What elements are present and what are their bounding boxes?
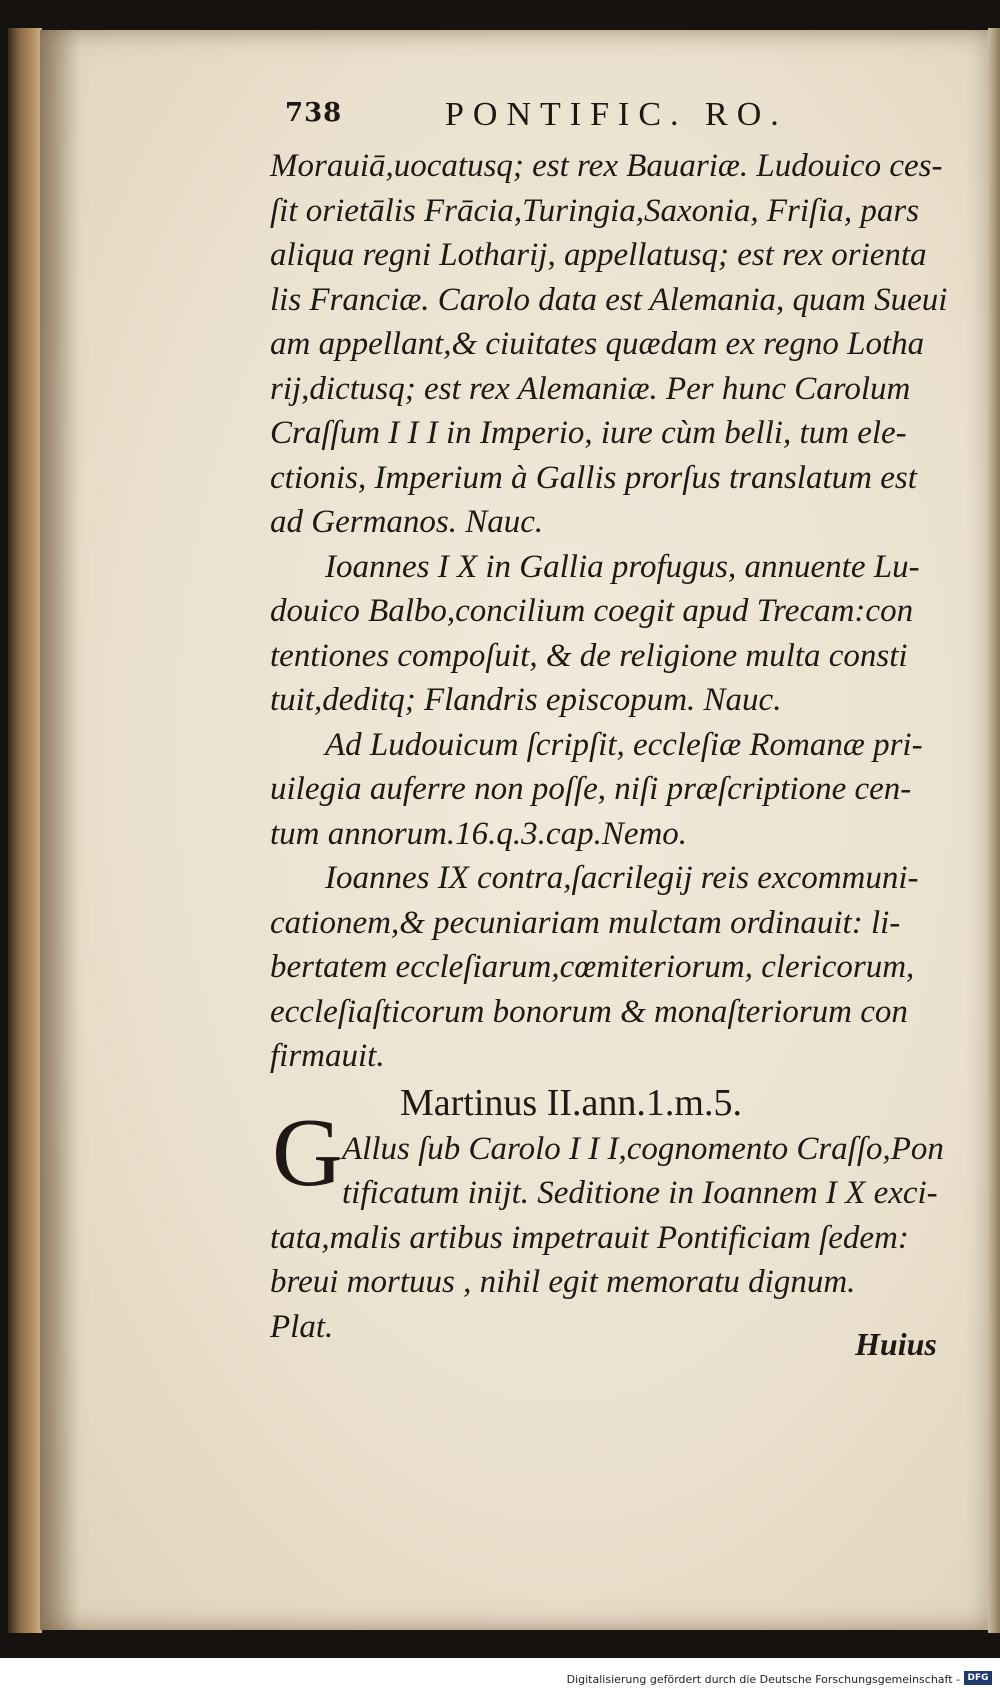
paragraph-gallus: [270, 1127, 950, 1350]
gutter-shadow: [40, 30, 80, 1630]
section-heading: Martinus II.ann.1.m.5.: [400, 1081, 742, 1124]
text-line: tata,malis artibus impetrauit Pontificiam ſedem:: [270, 1219, 909, 1256]
text-line: firmauit.: [270, 1038, 385, 1074]
page-fore-edge: [988, 28, 1000, 1633]
text-line: rij,dictusq; est rex Alemaniæ. Per hunc Carolum: [270, 370, 911, 407]
text-line: tum annorum.16.q.3.cap.Nemo.: [270, 815, 688, 852]
drop-cap: G: [272, 1099, 343, 1207]
text-line: bertatem eccleſiarum,cœmiteriorum, clericorum,: [270, 949, 915, 985]
text-line: Craſſum I I I in Imperio, iure cùm belli, tum ele-: [270, 415, 907, 451]
text-line: tificatum inijt. Seditione in Ioannem I X exci-: [342, 1175, 938, 1211]
text-line: Ioannes IX contra,ſacrilegij reis excommuni-: [325, 860, 919, 896]
text-line: ad Germanos. Nauc.: [270, 504, 544, 540]
text-line: Ioannes I X in Gallia profugus, annuente Lu-: [325, 548, 920, 585]
text-line: ſit orietālis Frācia,Turingia,Saxonia, Friſia, pars: [270, 192, 920, 229]
paragraph-ioannes-gallia: [270, 545, 950, 723]
paragraph-ad-ludouicum: [270, 723, 950, 857]
text-line: Allus ſub Carolo I I I,cognomento Craſſo,Pon: [342, 1130, 944, 1167]
text-line: tentiones compoſuit, & de religione multa consti: [270, 637, 908, 674]
text-line: ctionis, Imperium à Gallis prorſus translatum est: [270, 459, 917, 496]
text-line: eccleſiaſticorum bonorum & monaſteriorum con: [270, 993, 908, 1030]
text-line: cationem,& pecuniariam mulctam ordinauit: li-: [270, 904, 901, 941]
book-spine-edge: [8, 28, 42, 1633]
page-number: 738: [285, 98, 343, 128]
dfg-logo: DFG: [964, 1671, 992, 1685]
text-line: tuit,deditq; Flandris episcopum. Nauc.: [270, 682, 782, 718]
text-line: am appellant,& ciuitates quædam ex regno Lotha: [270, 326, 925, 362]
page-header: [285, 96, 935, 142]
running-title: PONTIFIC. RO.: [445, 96, 788, 133]
catchword: Huius: [855, 1326, 937, 1362]
text-line: Ad Ludouicum ſcripſit, eccleſiæ Romanæ pri-: [325, 726, 923, 763]
text-line: breui mortuus , nihil egit memoratu dignum.: [270, 1264, 856, 1300]
paragraph-ioannes-contra: [270, 856, 950, 1079]
text-line: Plat.: [270, 1308, 334, 1345]
text-line: uilegia auferre non poſſe, niſi præſcriptione cen-: [270, 771, 912, 807]
text-line: lis Franciæ. Carolo data est Alemania, quam Sueui: [270, 281, 948, 318]
paragraph-ludouico: [270, 144, 950, 545]
body-text: [270, 144, 950, 1349]
text-line: douico Balbo,concilium coegit apud Trecam:con: [270, 593, 914, 629]
text-line: Morauiā,uocatusq; est rex Bauariæ. Ludouico ces-: [270, 148, 943, 184]
text-line: aliqua regni Lotharij, appellatusq; est rex orienta: [270, 237, 927, 273]
footer-credit: Digitalisierung gefördert durch die Deutsche Forschungsgemeinschaft -: [566, 1673, 960, 1686]
